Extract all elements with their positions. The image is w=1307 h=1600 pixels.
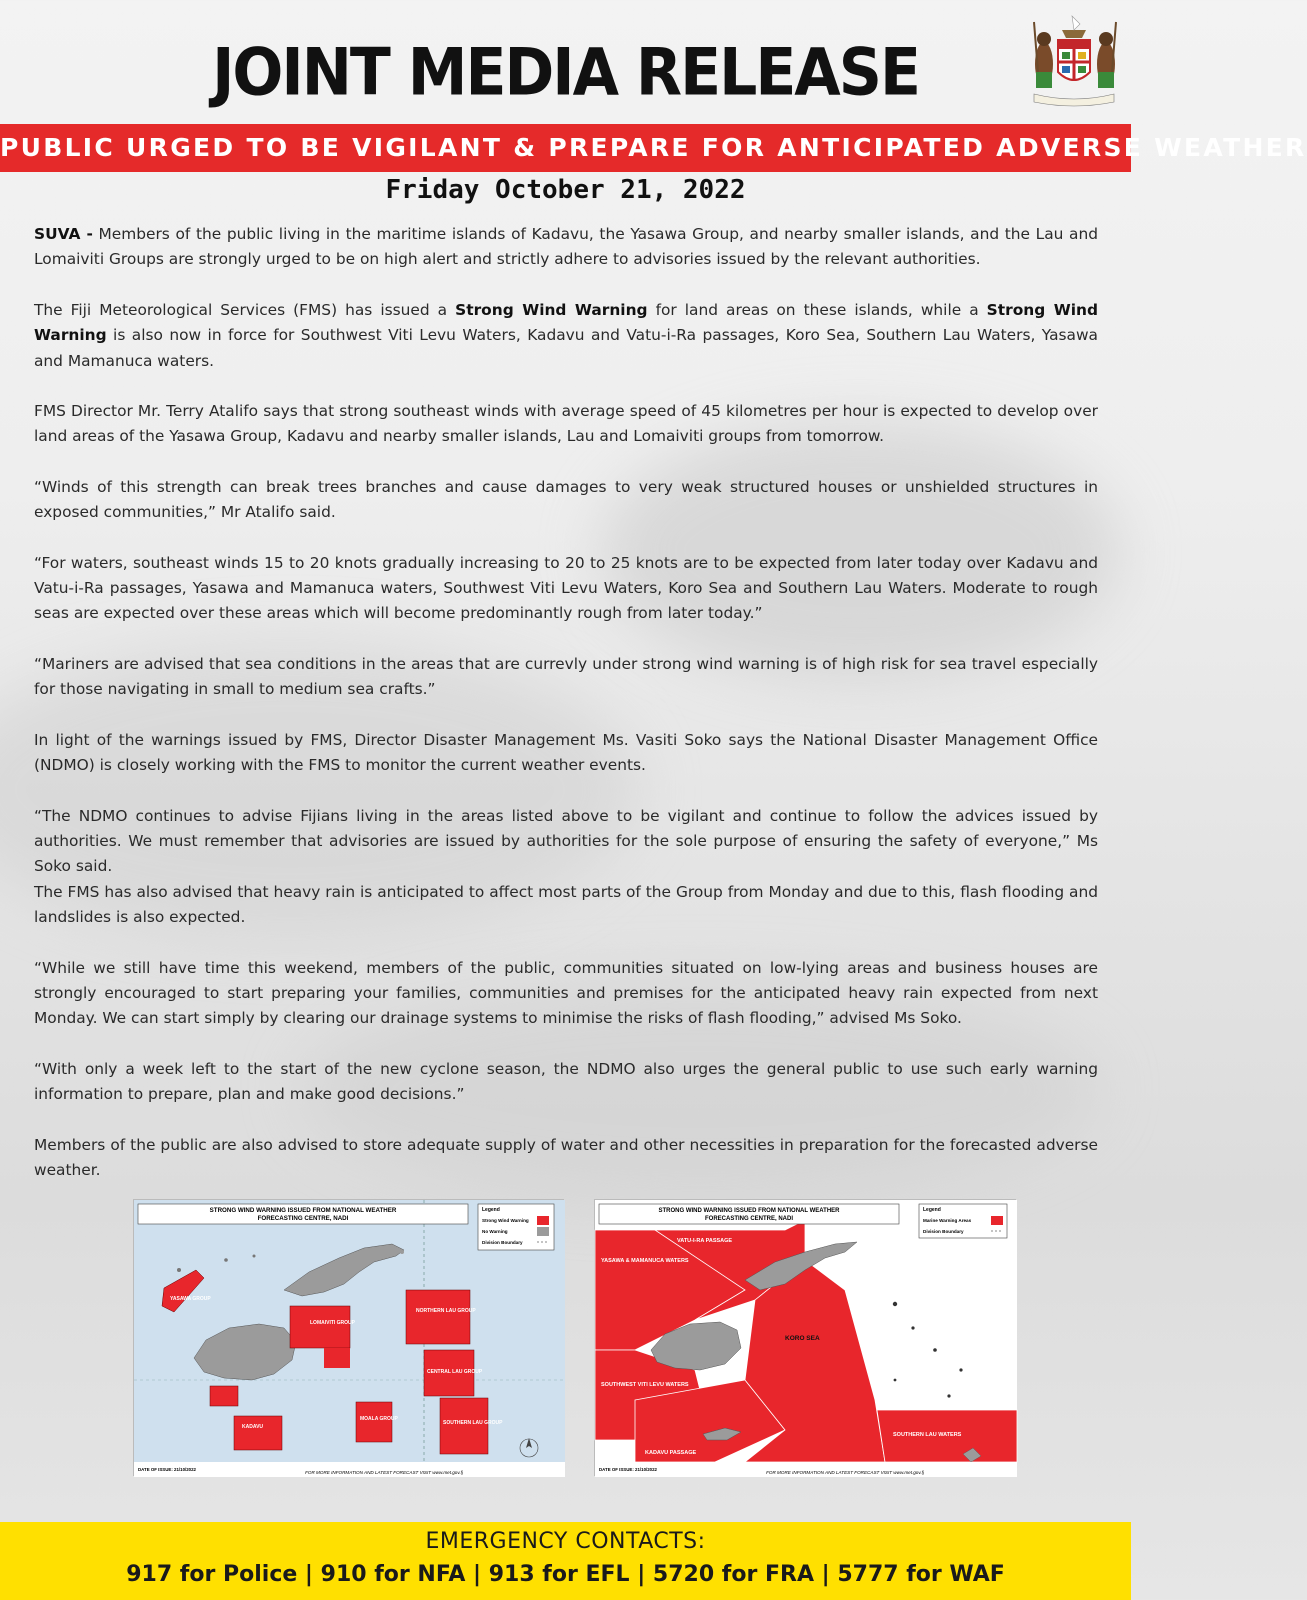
fiji-coat-of-arms-icon bbox=[1026, 12, 1122, 110]
strong-wind-warning-emphasis: Strong Wind Warning bbox=[34, 300, 1098, 345]
legend-warning-label: Marine Warning Areas bbox=[923, 1218, 972, 1223]
paragraph-10: “While we still have time this weekend, members of the public, communities situated on low-lying areas and business houses are strongly encouraged to start preparing your families, communities and premises for the anticipated heavy rain expected from next Monday. We can start simply by clearing our drainage systems to minimise the risks of flash flooding,” advised Ms Soko. bbox=[34, 958, 1098, 1028]
emergency-contacts-footer bbox=[0, 1522, 1131, 1600]
page-title: JOINT MEDIA RELEASE bbox=[212, 35, 919, 111]
legend-none-label: No Warning bbox=[482, 1229, 508, 1234]
paragraph-9: The FMS has also advised that heavy rain is anticipated to affect most parts of the Group from Monday and due to this, flash flooding and landslides is also expected. bbox=[34, 882, 1098, 927]
svg-text:LOMAIVITI GROUP: LOMAIVITI GROUP bbox=[310, 1320, 355, 1326]
paragraph-8: “The NDMO continues to advise Fijians living in the areas listed above to be vigilant and continue to follow the advices issued by authorities. We must remember that advisories are issued by authorities for the sole purpose of ensuring the safety of everyone,” Ms Soko said. bbox=[34, 806, 1098, 876]
legend-title: Legend bbox=[482, 1207, 500, 1213]
paragraph-7: In light of the warnings issued by FMS, Director Disaster Management Ms. Vasiti Soko says the National Disaster Management Office (NDMO) is closely working with the FMS to monitor the current weather events. bbox=[34, 730, 1098, 775]
map-title-line-2: FORECASTING CENTRE, NADI bbox=[704, 1216, 794, 1222]
svg-text:KADAVU: KADAVU bbox=[242, 1424, 264, 1430]
kadavu-warning-area bbox=[234, 1416, 282, 1450]
paragraph-11: “With only a week left to the start of the new cyclone season, the NDMO also urges the general public to use such early warning information to prepare, plan and make good decisions.” bbox=[34, 1059, 1098, 1104]
svg-text:YASAWA GROUP: YASAWA GROUP bbox=[170, 1296, 211, 1302]
land-warning-map bbox=[133, 1199, 564, 1476]
moala-warning-area bbox=[356, 1402, 392, 1442]
northern-lau-warning-area bbox=[406, 1290, 470, 1344]
svg-text:SOUTHERN LAU WATERS: SOUTHERN LAU WATERS bbox=[893, 1432, 962, 1438]
svg-text:NORTHERN LAU GROUP: NORTHERN LAU GROUP bbox=[416, 1308, 476, 1314]
legend-warning-label: Strong Wind Warning bbox=[482, 1218, 529, 1223]
south-coast-warning-area bbox=[210, 1386, 238, 1406]
release-date: Friday October 21, 2022 bbox=[385, 175, 746, 205]
paragraph-6: “Mariners are advised that sea conditions in the areas that are currevly under strong wind warning is of high risk for sea travel especially for those navigating in small to medium sea crafts.” bbox=[34, 654, 1098, 699]
svg-text:CENTRAL LAU GROUP: CENTRAL LAU GROUP bbox=[427, 1369, 483, 1375]
paragraph-5: “For waters, southeast winds 15 to 20 knots gradually increasing to 20 to 25 knots are to be expected from later today over Kadavu and Vatu-i-Ra passages, Yasawa and Mamanuca waters, Southwest Viti Levu Waters, Koro Sea and Southern Lau Waters. Moderate to rough seas are expected over these areas which will become predominantly rough from later today.” bbox=[34, 553, 1098, 623]
map-title-line-1: STRONG WIND WARNING ISSUED FROM NATIONAL WEATHER bbox=[658, 1208, 840, 1214]
svg-text:KADAVU PASSAGE: KADAVU PASSAGE bbox=[645, 1450, 697, 1456]
paragraph-12: Members of the public are also advised to store adequate supply of water and other necessities in preparation for the forecasted adverse weather. bbox=[34, 1135, 1098, 1179]
paragraph-3: FMS Director Mr. Terry Atalifo says that strong southeast winds with average speed of 45 kilometres per hour is expected to develop over land areas of the Yasawa Group, Kadavu and nearby smaller islands, Lau and Lomaiviti groups from tomorrow. bbox=[34, 402, 1098, 446]
legend-division-label: Division Boundary bbox=[482, 1240, 523, 1245]
press-release-body bbox=[34, 222, 1098, 1208]
southern-lau-warning-area bbox=[440, 1398, 488, 1454]
map-footer-note: FOR MORE INFORMATION AND LATEST FORECAST VISIT www.met.gov.fj bbox=[305, 1470, 463, 1475]
svg-text:SOUTHWEST VITI LEVU WATERS: SOUTHWEST VITI LEVU WATERS bbox=[601, 1382, 689, 1388]
map-issue-date: DATE OF ISSUE: 21/10/2022 bbox=[138, 1467, 196, 1472]
map-footer-note: FOR MORE INFORMATION AND LATEST FORECAST VISIT www.met.gov.fj bbox=[766, 1470, 924, 1475]
emergency-contacts-list: 917 for Police | 910 for NFA | 913 for EFL | 5720 for FRA | 5777 for WAF bbox=[126, 1562, 1005, 1587]
paragraph-4: “Winds of this strength can break trees branches and cause damages to very weak structured houses or unshielded structures in exposed communities,” Mr Atalifo said. bbox=[34, 477, 1098, 522]
svg-text:VATU-I-RA PASSAGE: VATU-I-RA PASSAGE bbox=[677, 1238, 733, 1244]
marine-warning-map bbox=[594, 1199, 1016, 1476]
emergency-contacts-title: EMERGENCY CONTACTS: bbox=[425, 1529, 706, 1554]
lomaiviti-warning-area bbox=[290, 1306, 350, 1348]
dateline: SUVA - bbox=[34, 225, 93, 243]
headline-banner: PUBLIC URGED TO BE VIGILANT & PREPARE FOR ANTICIPATED ADVERSE WEATHER bbox=[0, 124, 1131, 172]
strong-wind-warning-emphasis: Strong Wind Warning bbox=[455, 300, 648, 319]
legend-title: Legend bbox=[923, 1207, 941, 1213]
paragraph-2: The Fiji Meteorological Services (FMS) has issued a Strong Wind Warning for land areas on these islands, while a Strong Wind Warning is also now in force for Southwest Viti Levu Waters, Kadavu and Vatu-i-Ra passages, Koro Sea, Southern Lau Waters, Yasawa and Mamanuca waters. bbox=[34, 300, 1098, 370]
svg-text:YASAWA & MAMANUCA WATERS: YASAWA & MAMANUCA WATERS bbox=[601, 1258, 689, 1264]
paragraph-1: SUVA - Members of the public living in the maritime islands of Kadavu, the Yasawa Group, and nearby smaller islands, and the Lau and Lomaiviti Groups are strongly urged to be on high alert and strictly adhere to advisories issued by the relevant authorities. bbox=[34, 225, 1098, 269]
map-title-line-1: STRONG WIND WARNING ISSUED FROM NATIONAL WEATHER bbox=[209, 1207, 397, 1214]
svg-text:SOUTHERN LAU GROUP: SOUTHERN LAU GROUP bbox=[443, 1420, 503, 1426]
legend-division-label: Division Boundary bbox=[923, 1229, 964, 1234]
map-issue-date: DATE OF ISSUE: 21/10/2022 bbox=[599, 1467, 657, 1472]
map-title-line-2: FORECASTING CENTRE, NADI bbox=[257, 1215, 349, 1222]
svg-text:MOALA GROUP: MOALA GROUP bbox=[360, 1416, 398, 1422]
svg-text:KORO SEA: KORO SEA bbox=[785, 1335, 820, 1342]
